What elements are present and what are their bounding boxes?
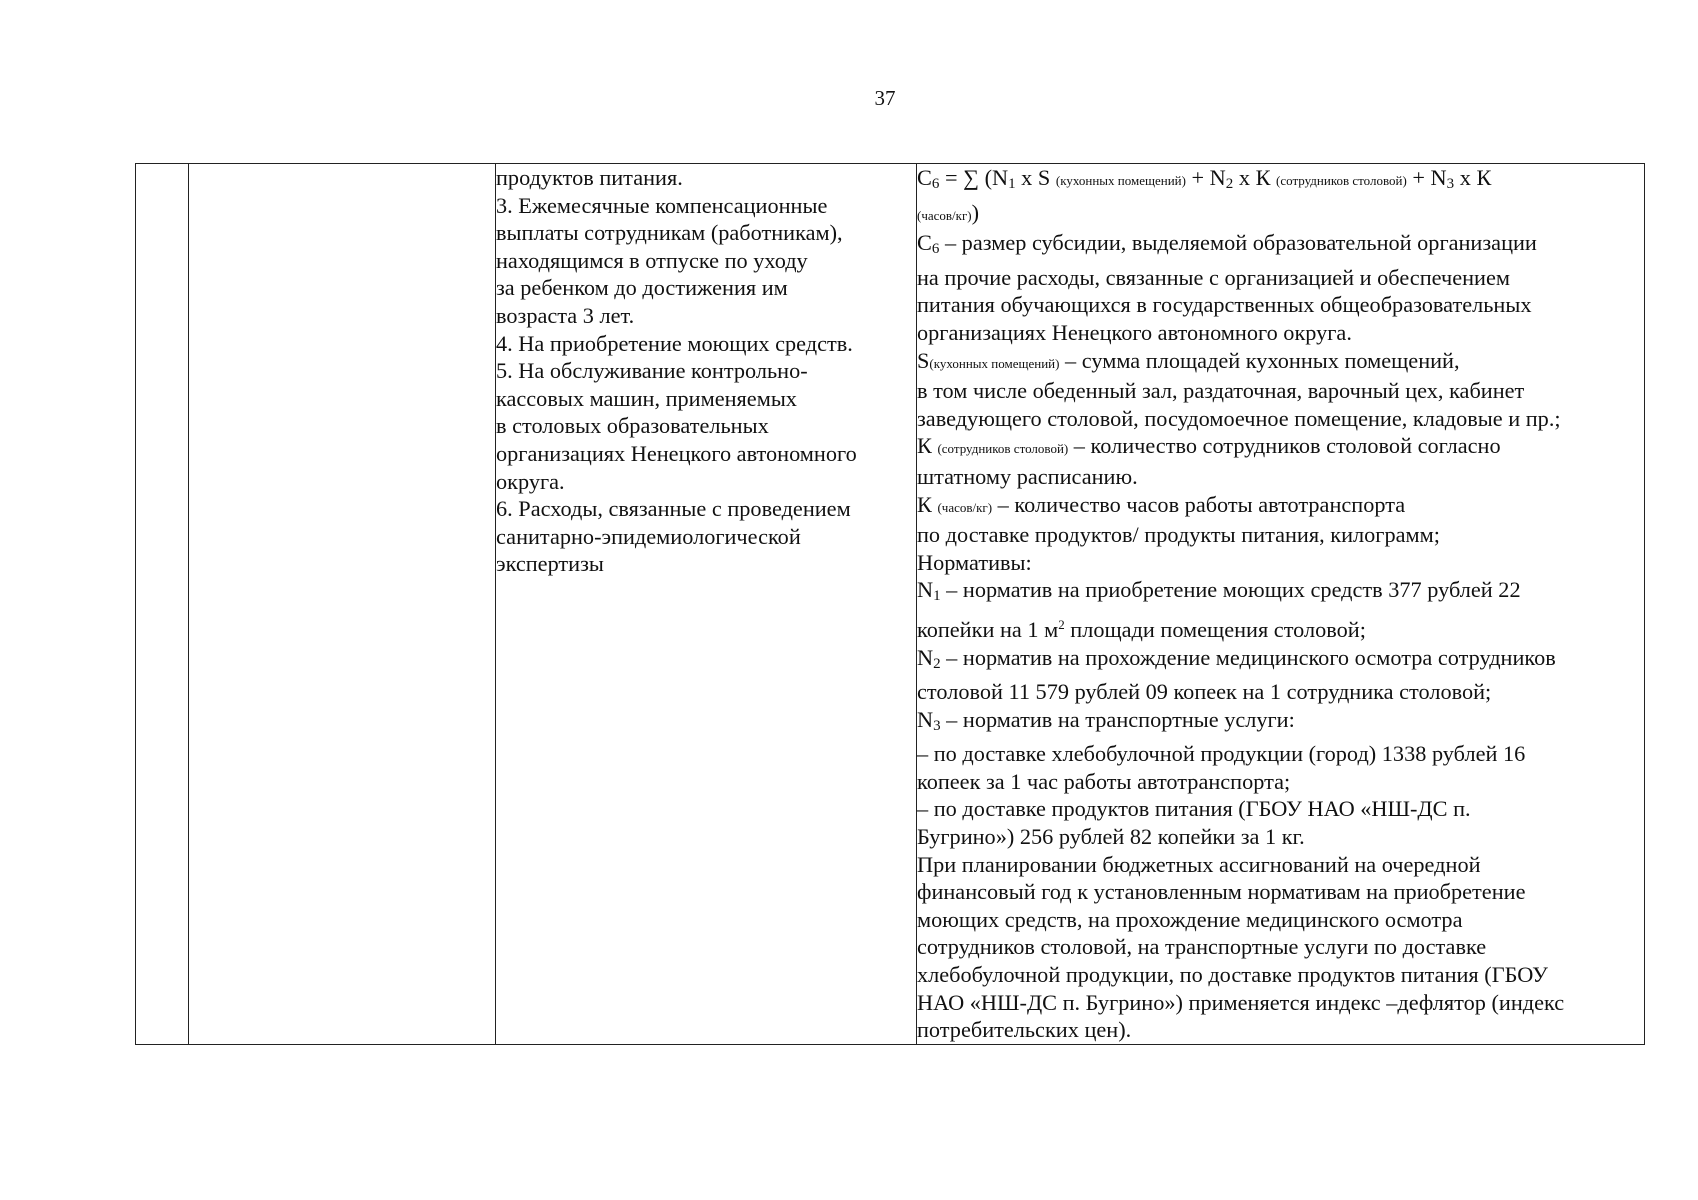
c6-definition-line: питания обучающихся в государственных общеобразовательных — [917, 292, 1532, 318]
expense-line: за ребенком до достижения им — [496, 275, 788, 301]
s-definition-line: в том числе обеденный зал, раздаточная, варочный цех, кабинет — [917, 378, 1525, 404]
table-cell-formula — [917, 164, 1645, 1045]
table-cell-name — [189, 164, 496, 1045]
k-hours-definition-line: по доставке продуктов/ продукты питания, килограмм; — [917, 522, 1440, 548]
expense-line: в столовых образовательных — [496, 413, 769, 439]
c6-definition-line: на прочие расходы, связанные с организацией и обеспечением — [917, 264, 1510, 290]
expense-line: 3. Ежемесячные компенсационные — [496, 192, 828, 218]
subsidy-formula-cont: (часов/кг)) — [917, 199, 980, 225]
n3-normative-line: – по доставке продуктов питания (ГБОУ НАО «НШ-ДС п. — [917, 796, 1471, 822]
expense-line: 5. На обслуживание контрольно- — [496, 358, 808, 384]
k-hours-definition: К (часов/кг) – количество часов работы автотранспорта — [917, 491, 1406, 517]
table-cell-expense-list — [496, 164, 917, 1045]
n2-normative-line: столовой 11 579 рублей 09 копеек на 1 сотрудника столовой; — [917, 679, 1492, 705]
table-cell-index — [136, 164, 189, 1045]
s-definition-line: заведующего столовой, посудомоечное помещение, кладовые и пр.; — [917, 405, 1561, 431]
closing-line: моющих средств, на прохождение медицинского осмотра — [917, 906, 1463, 932]
expense-line: находящимся в отпуске по уходу — [496, 247, 808, 273]
c6-definition-line: организациях Ненецкого автономного округа. — [917, 319, 1352, 345]
normatives-title: Нормативы: — [917, 549, 1032, 575]
n3-normative-line: Бугрино») 256 рублей 82 копейки за 1 кг. — [917, 824, 1305, 850]
n1-normative-line: копейки на 1 $м^2$ площади помещения столовой; — [917, 616, 1366, 642]
closing-line: сотрудников столовой, на транспортные услуги по доставке — [917, 934, 1487, 960]
expense-line: продуктов питания. — [496, 165, 683, 190]
n3-normative-line: – по доставке хлебобулочной продукции (город) 1338 рублей 16 — [917, 741, 1526, 767]
expense-line: экспертизы — [496, 551, 604, 577]
n3-normative-line: копеек за 1 час работы автотранспорта; — [917, 768, 1291, 794]
document-table — [135, 163, 1645, 1045]
n3-normative: N3 – норматив на транспортные услуги: — [917, 706, 1295, 734]
c6-definition: С6 – размер субсидии, выделяемой образовательной организации — [917, 230, 1537, 258]
subsidy-formula: С6 = ∑ (N1 x S (кухонных помещений) + N2 x К (сотрудников столовой) + N3 x К — [917, 165, 1492, 192]
expense-line: 4. На приобретение моющих средств. — [496, 330, 853, 356]
closing-line: При планировании бюджетных ассигнований на очередной — [917, 851, 1481, 877]
expense-line: организациях Ненецкого автономного — [496, 440, 857, 466]
expense-line: возраста 3 лет. — [496, 302, 635, 328]
page-number: 37 — [874, 86, 896, 110]
s-definition: S(кухонных помещений) – сумма площадей кухонных помещений, — [917, 347, 1460, 373]
n2-normative: N2 – норматив на прохождение медицинского осмотра сотрудников — [917, 644, 1556, 672]
table-row — [136, 164, 1645, 1045]
closing-line: потребительских цен). — [917, 1017, 1132, 1043]
closing-line: хлебобулочной продукции, по доставке продуктов питания (ГБОУ — [917, 962, 1548, 988]
closing-line: НАО «НШ-ДС п. Бугрино») применяется индекс –дефлятор (индекс — [917, 989, 1565, 1015]
k-staff-definition: К (сотрудников столовой) – количество сотрудников столовой согласно — [917, 433, 1501, 459]
expense-line: 6. Расходы, связанные с проведением — [496, 496, 851, 522]
expense-line: санитарно-эпидемиологической — [496, 523, 801, 549]
n1-normative: N1 – норматив на приобретение моющих средств 377 рублей 22 — [917, 577, 1521, 605]
expense-line: выплаты сотрудникам (работникам), — [496, 220, 843, 246]
expense-line: кассовых машин, применяемых — [496, 385, 797, 411]
k-staff-definition-line: штатному расписанию. — [917, 463, 1138, 489]
expense-line: округа. — [496, 468, 565, 494]
closing-line: финансовый год к установленным нормативам на приобретение — [917, 879, 1526, 905]
